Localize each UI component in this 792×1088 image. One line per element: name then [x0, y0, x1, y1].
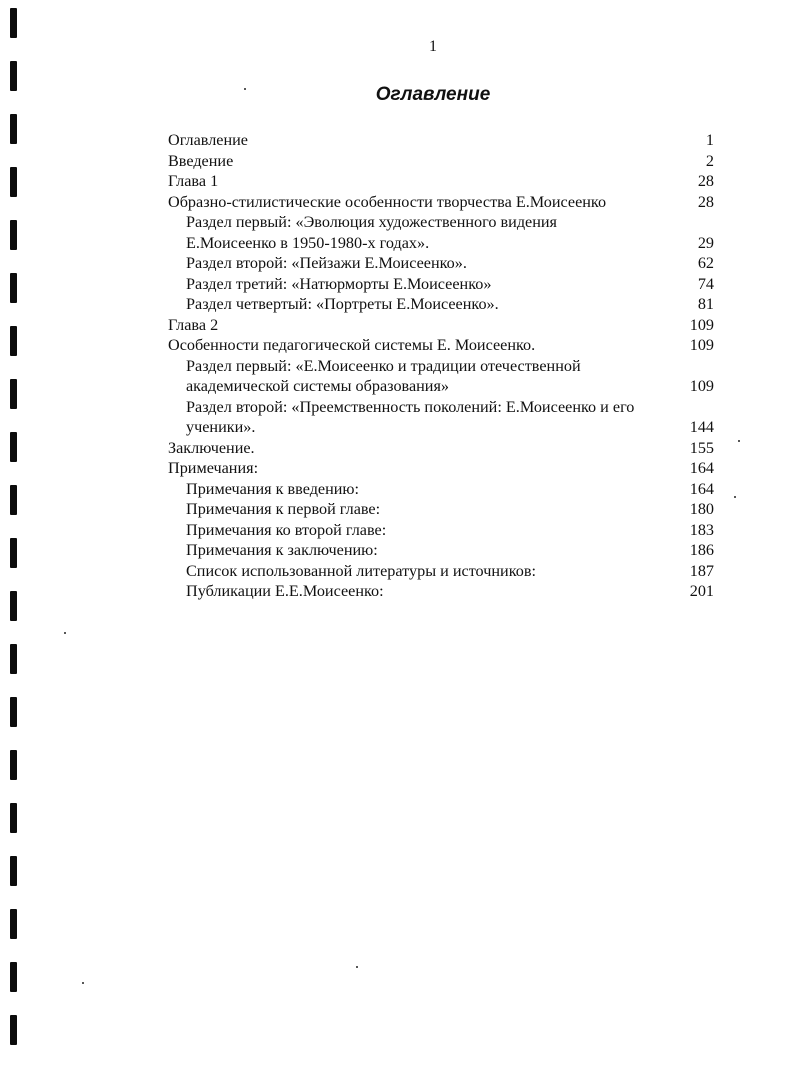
page-number: 1: [429, 38, 437, 55]
toc-page-number: 186: [689, 541, 714, 559]
toc-page-number: 109: [689, 377, 714, 395]
binding-mark: [10, 432, 17, 462]
toc-entry-label: Примечания ко второй главе:: [186, 520, 387, 539]
toc-page-number: 201: [689, 582, 714, 600]
toc-entry-label: Введение: [168, 151, 234, 170]
toc-page-number: 183: [689, 520, 714, 539]
binding-mark: [10, 591, 17, 621]
toc-page-number: 109: [689, 336, 714, 354]
toc-entry-label: Оглавление: [168, 131, 248, 149]
toc-entry: [168, 520, 714, 541]
toc-entry-label: Особенности педагогической системы Е. Моисеенко.: [168, 336, 536, 354]
binding-mark: [10, 167, 17, 197]
toc-entry-label: Примечания к первой главе:: [186, 500, 381, 518]
toc-entry: [168, 253, 714, 274]
toc-entry-label: Раздел третий: «Натюрморты Е.Моисеенко»: [186, 274, 492, 293]
binding-mark: [10, 803, 17, 833]
toc-entry-label: Глава 1: [168, 172, 219, 190]
toc-page-number: 2: [705, 151, 714, 170]
binding-mark: [10, 644, 17, 674]
toc-entry-label: Образно-стилистические особенности творчества Е.Моисеенко: [168, 192, 607, 211]
toc-entry-label: Глава 2: [168, 315, 219, 334]
toc-page-number: 180: [689, 500, 714, 518]
toc-entry: [168, 335, 714, 356]
binding-mark: [10, 856, 17, 886]
toc-entry: [168, 171, 714, 192]
toc-entry: [168, 315, 714, 336]
toc-entry-label-continuation: академической системы образования»: [186, 377, 450, 395]
toc-entry-label: Раздел второй: «Преемственность поколений: Е.Моисеенко и его: [186, 397, 635, 416]
toc-entry-label: Раздел четвертый: «Портреты Е.Моисеенко».: [186, 295, 499, 313]
toc-page-number: 62: [697, 254, 714, 272]
binding-mark: [10, 485, 17, 515]
toc-entry-label: Примечания к заключению:: [186, 541, 378, 559]
toc-entry: [168, 212, 714, 253]
toc-entry: [168, 499, 714, 520]
toc-entry-label-continuation: Е.Моисеенко в 1950-1980-х годах».: [186, 233, 430, 252]
toc-entry: [168, 274, 714, 295]
toc-entry-label: Публикации Е.Е.Моисеенко:: [186, 582, 384, 600]
page-title: Оглавление: [375, 84, 491, 105]
binding-mark: [10, 114, 17, 144]
scan-speck: [64, 632, 66, 634]
toc-page-number: 1: [705, 131, 714, 149]
scan-speck: [738, 440, 740, 442]
toc-entry: [168, 356, 714, 397]
toc-entry: [168, 192, 714, 213]
toc-page-number: 109: [689, 315, 714, 334]
toc-entry: [168, 479, 714, 500]
toc-entry: [168, 397, 714, 438]
toc-entry-label: Примечания к введению:: [186, 479, 360, 498]
toc-page-number: 164: [689, 479, 714, 498]
toc-entry-label: Раздел первый: «Эволюция художественного видения: [186, 213, 558, 231]
toc-page-number: 28: [697, 192, 714, 211]
binding-mark: [10, 750, 17, 780]
binding-mark: [10, 1015, 17, 1045]
scan-speck: [356, 966, 358, 968]
toc-page-number: 155: [689, 438, 714, 457]
toc-entry-label: Раздел первый: «Е.Моисеенко и традиции отечественной: [186, 356, 581, 375]
toc-page-number: 144: [689, 418, 714, 436]
binding-mark: [10, 379, 17, 409]
toc-entry-label: Заключение.: [168, 438, 255, 457]
binding-mark: [10, 273, 17, 303]
table-of-contents: [168, 130, 714, 602]
toc-page-number: 28: [697, 172, 714, 190]
toc-entry: [168, 458, 714, 479]
toc-entry: [168, 561, 714, 582]
binding-mark: [10, 220, 17, 250]
toc-entry-label: Примечания:: [168, 459, 259, 477]
binding-mark: [10, 8, 17, 38]
binding-mark: [10, 538, 17, 568]
toc-entry: [168, 581, 714, 602]
toc-page-number: 164: [689, 459, 714, 477]
toc-entry: [168, 438, 714, 459]
toc-entry: [168, 294, 714, 315]
scan-speck: [82, 982, 84, 984]
scan-speck: [734, 496, 736, 498]
toc-entry-label: Список использованной литературы и источников:: [186, 561, 536, 580]
binding-mark: [10, 326, 17, 356]
toc-entry: [168, 540, 714, 561]
toc-entry-label-continuation: ученики».: [186, 418, 256, 436]
binding-mark: [10, 697, 17, 727]
binding-mark: [10, 909, 17, 939]
binding-mark: [10, 962, 17, 992]
toc-entry: [168, 130, 714, 151]
toc-entry-label: Раздел второй: «Пейзажи Е.Моисеенко».: [186, 254, 467, 272]
toc-page-number: 74: [697, 274, 714, 293]
toc-page-number: 29: [697, 233, 714, 252]
toc-entry: [168, 151, 714, 172]
toc-page-number: 187: [689, 561, 714, 580]
toc-page-number: 81: [697, 295, 714, 313]
